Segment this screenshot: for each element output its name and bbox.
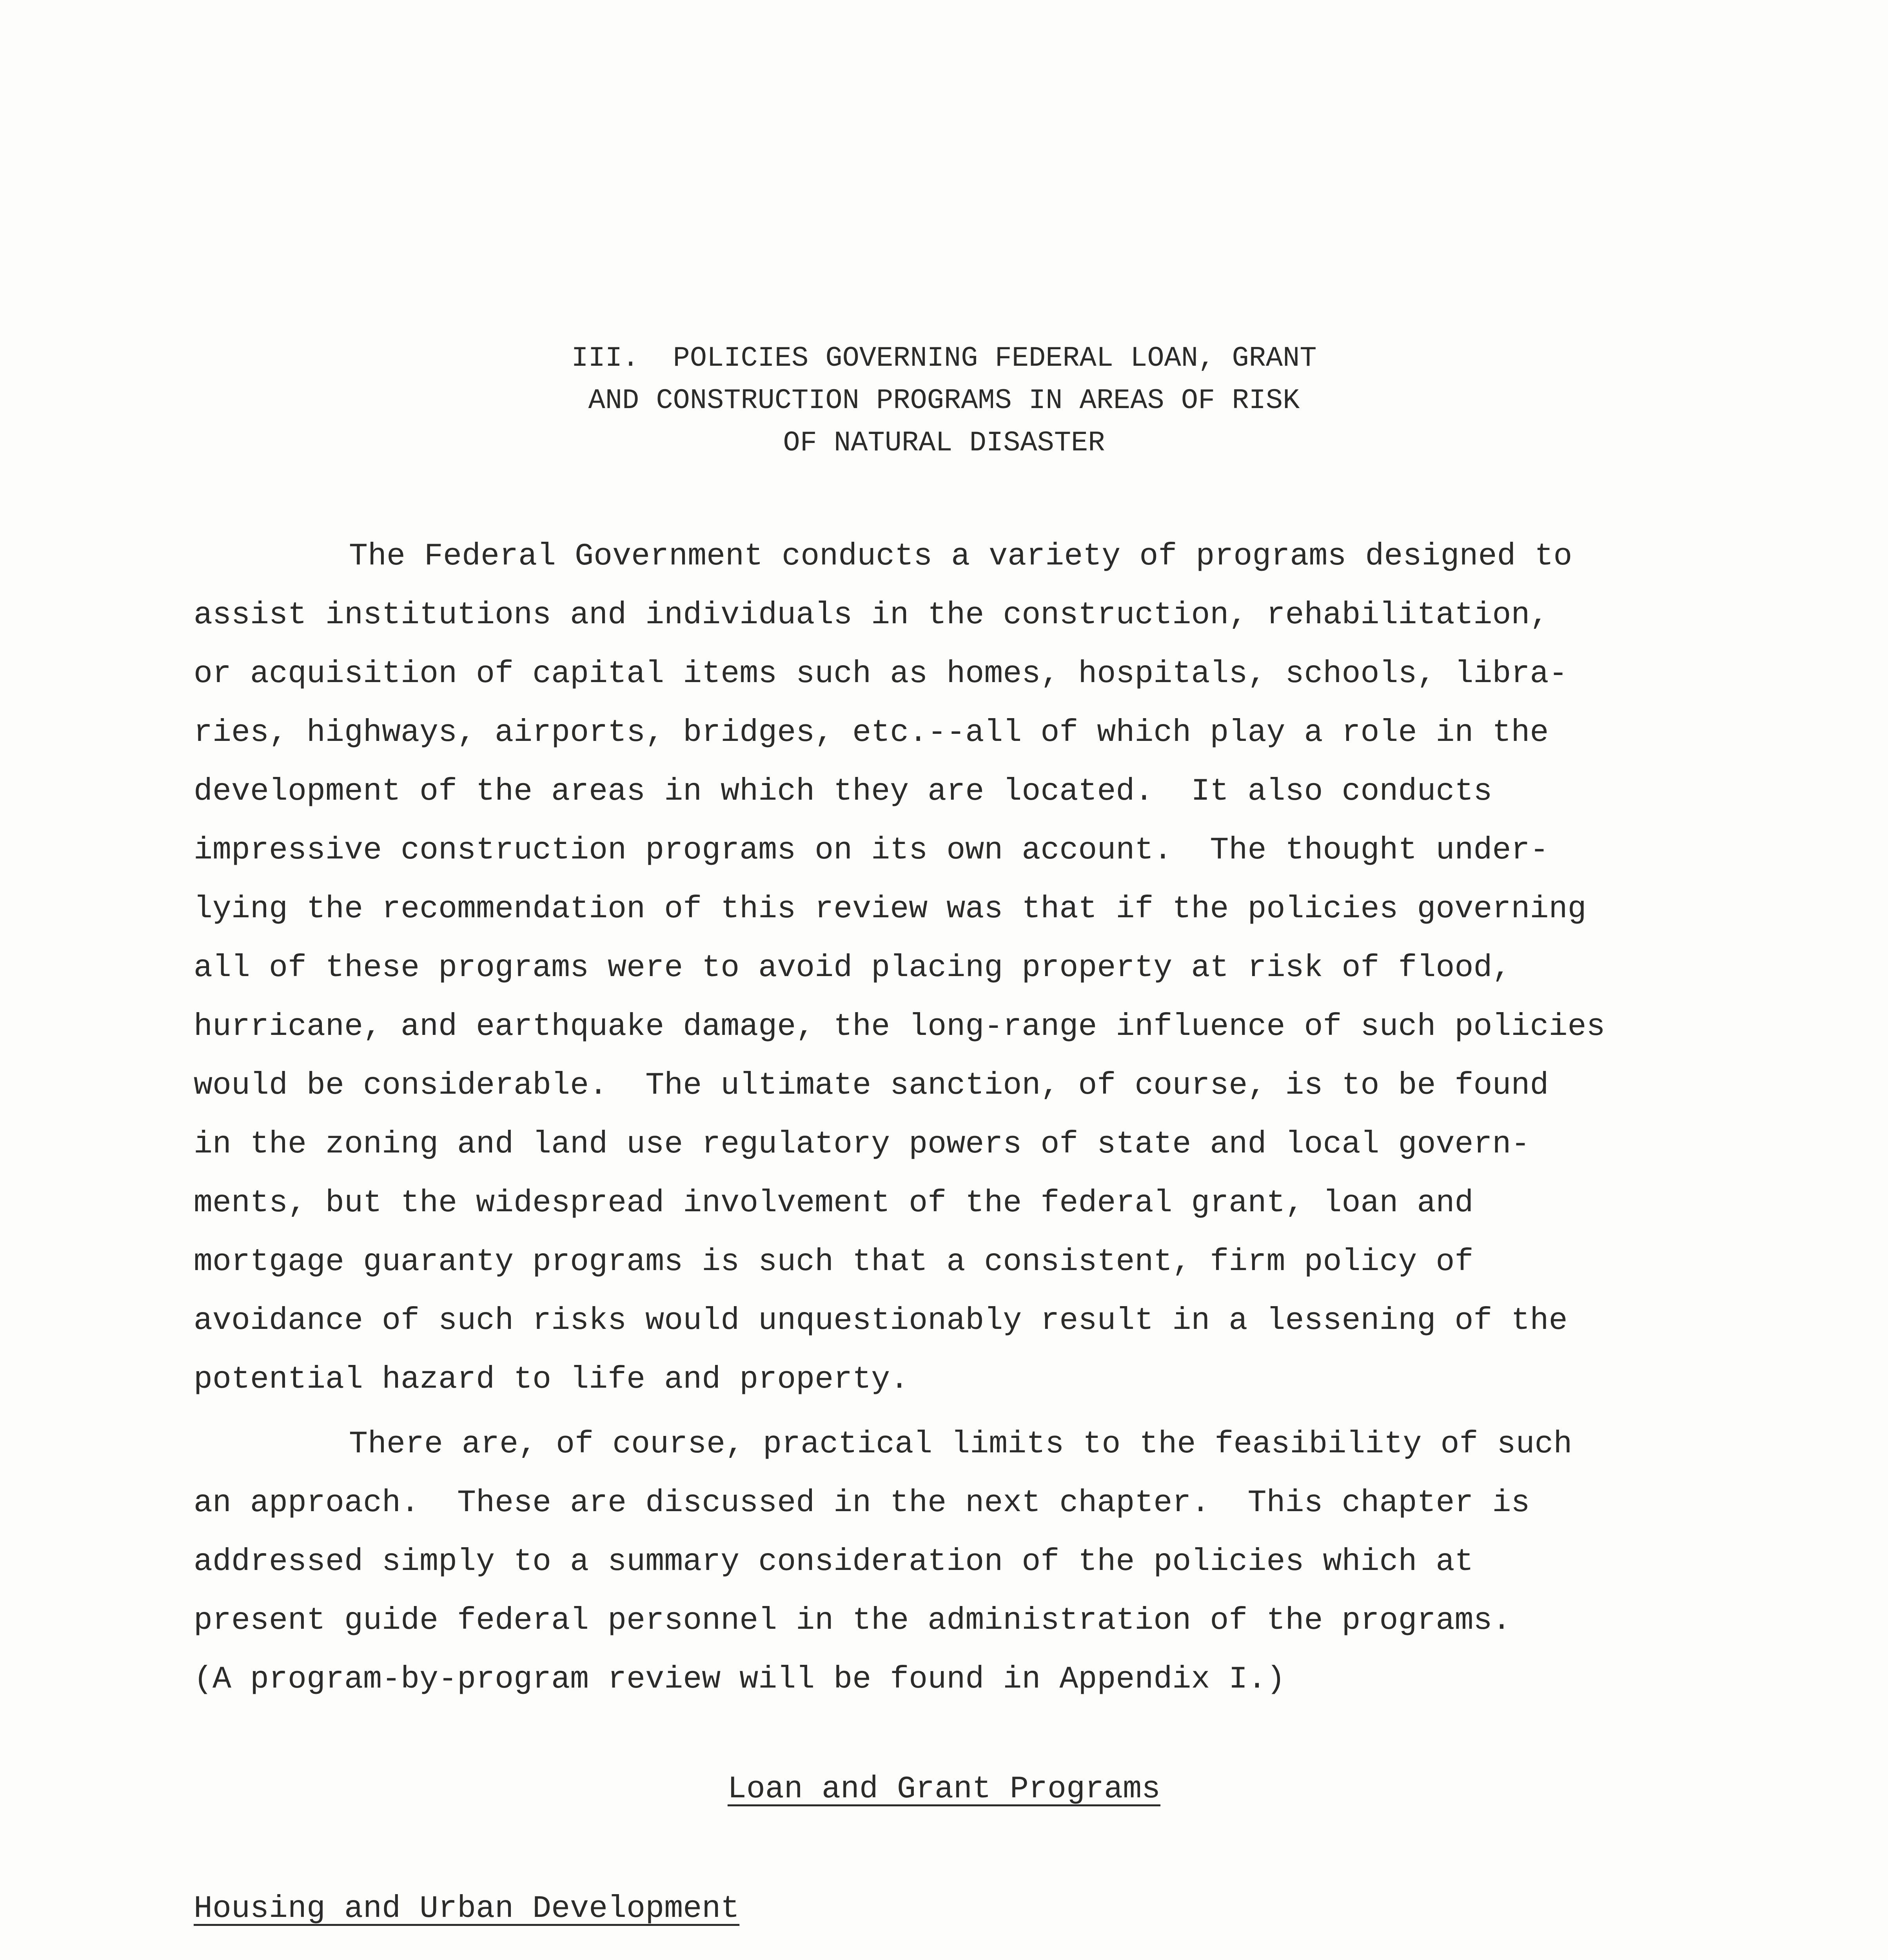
paragraph-line: There are, of course, practical limits to the feasibility of such (349, 1426, 1572, 1462)
chapter-title (0, 337, 1888, 464)
chapter-title-line: OF NATURAL DISASTER (783, 427, 1105, 459)
chapter-title-line: III. POLICIES GOVERNING FEDERAL LOAN, GRANT (571, 342, 1317, 374)
paragraph-line: an approach. These are discussed in the next chapter. This chapter is (194, 1485, 1530, 1521)
paragraph-line: assist institutions and individuals in the construction, rehabilitation, (194, 597, 1549, 633)
paragraph-practical-limits (194, 1415, 1683, 1709)
chapter-title-line: AND CONSTRUCTION PROGRAMS IN AREAS OF RISK (588, 385, 1300, 417)
paragraph-line: ments, but the widespread involvement of the federal grant, loan and (194, 1185, 1474, 1221)
paragraph-line: would be considerable. The ultimate sanction, of course, is to be found (194, 1068, 1549, 1103)
paragraph-line: (A program-by-program review will be found in Appendix I.) (194, 1662, 1285, 1697)
subsection-heading: Housing and Urban Development (194, 1891, 740, 1927)
paragraph-line: ries, highways, airports, bridges, etc.--all of which play a role in the (194, 715, 1549, 751)
paragraph-line: present guide federal personnel in the administration of the programs. (194, 1603, 1511, 1639)
paragraph-line: addressed simply to a summary consideration of the policies which at (194, 1544, 1474, 1580)
paragraph-line: development of the areas in which they are located. It also conducts (194, 774, 1492, 809)
paragraph-line: in the zoning and land use regulatory powers of state and local govern- (194, 1127, 1530, 1162)
section-heading-text: Loan and Grant Programs (727, 1771, 1161, 1807)
paragraph-line: mortgage guaranty programs is such that a consistent, firm policy of (194, 1244, 1474, 1280)
paragraph-line: or acquisition of capital items such as homes, hospitals, schools, libra- (194, 656, 1568, 692)
paragraph-federal-programs (194, 527, 1683, 1409)
paragraph-line: The Federal Government conducts a variety of programs designed to (349, 539, 1572, 574)
paragraph-line: hurricane, and earthquake damage, the long-range influence of such policies (194, 1009, 1605, 1045)
paragraph-housing-regulations (194, 1956, 1683, 1960)
paragraph-line (194, 1956, 1683, 1960)
paragraph-line: all of these programs were to avoid placing property at risk of flood, (194, 950, 1511, 986)
paragraph-line: avoidance of such risks would unquestionably result in a lessening of the (194, 1303, 1568, 1339)
paragraph-line: potential hazard to life and property. (194, 1362, 909, 1397)
section-heading (0, 1766, 1888, 1813)
paragraph-line: lying the recommendation of this review was that if the policies governing (194, 891, 1587, 927)
paragraph-line: impressive construction programs on its own account. The thought under- (194, 833, 1549, 868)
